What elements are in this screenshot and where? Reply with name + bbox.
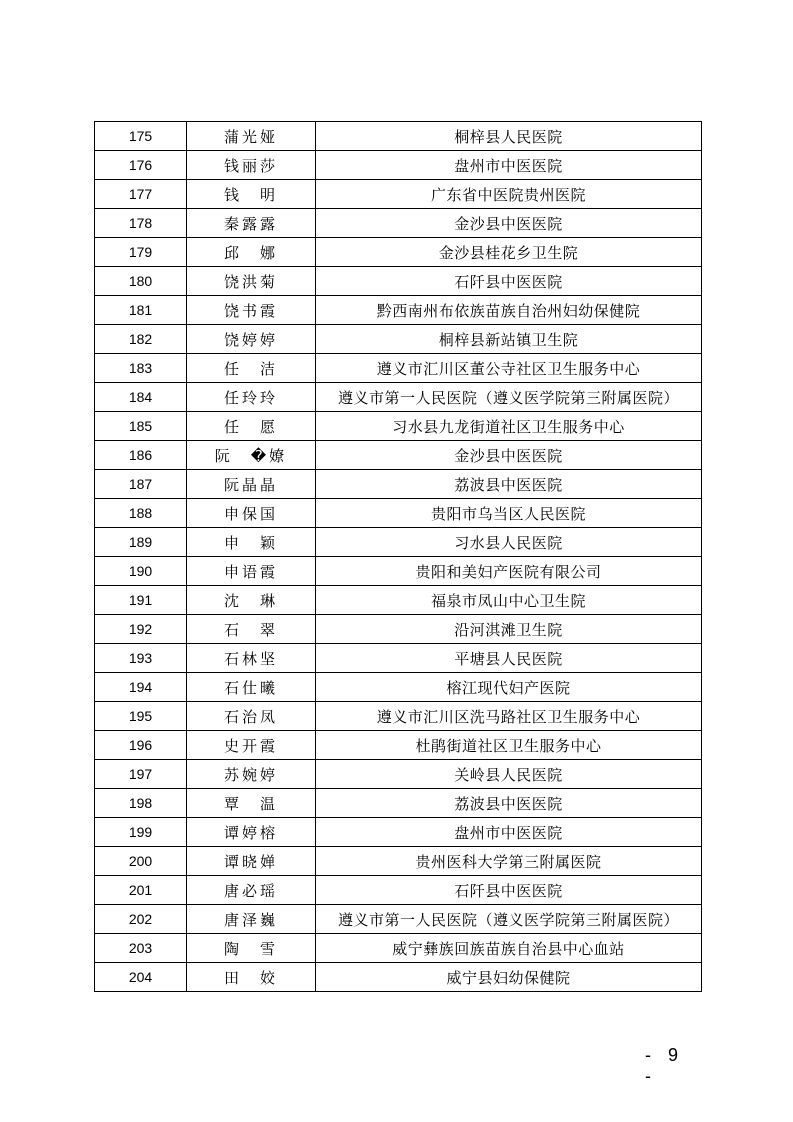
organization-name: 榕江现代妇产医院 [316, 673, 702, 702]
person-name: 谭晓婵 [187, 847, 316, 876]
person-name: 申保国 [187, 499, 316, 528]
organization-name: 金沙县中医医院 [316, 209, 702, 238]
person-name: 石仕曦 [187, 673, 316, 702]
person-name: 阮晶晶 [187, 470, 316, 499]
organization-name: 贵阳市乌当区人民医院 [316, 499, 702, 528]
person-name: 陶 雪 [187, 934, 316, 963]
row-number: 177 [95, 180, 187, 209]
row-number: 175 [95, 122, 187, 151]
table-row [95, 876, 702, 905]
person-name: 唐必瑶 [187, 876, 316, 905]
organization-name: 贵阳和美妇产医院有限公司 [316, 557, 702, 586]
row-number: 199 [95, 818, 187, 847]
organization-name: 威宁彝族回族苗族自治县中心血站 [316, 934, 702, 963]
table-row [95, 383, 702, 412]
table-row [95, 905, 702, 934]
table-row [95, 673, 702, 702]
row-number: 189 [95, 528, 187, 557]
organization-name: 沿河淇滩卫生院 [316, 615, 702, 644]
roster-table-body [95, 122, 702, 992]
table-row [95, 934, 702, 963]
row-number: 180 [95, 267, 187, 296]
person-name: 任玲玲 [187, 383, 316, 412]
person-name: 石治凤 [187, 702, 316, 731]
table-row [95, 122, 702, 151]
person-name: 申语霞 [187, 557, 316, 586]
table-row [95, 847, 702, 876]
person-name: 阮 �嫽 [187, 441, 316, 470]
row-number: 186 [95, 441, 187, 470]
person-name: 唐泽巍 [187, 905, 316, 934]
organization-name: 威宁县妇幼保健院 [316, 963, 702, 992]
person-name: 饶洪菊 [187, 267, 316, 296]
person-name: 饶婷婷 [187, 325, 316, 354]
organization-name: 关岭县人民医院 [316, 760, 702, 789]
row-number: 195 [95, 702, 187, 731]
table-row [95, 180, 702, 209]
row-number: 188 [95, 499, 187, 528]
row-number: 179 [95, 238, 187, 267]
table-row [95, 499, 702, 528]
row-number: 178 [95, 209, 187, 238]
organization-name: 石阡县中医医院 [316, 267, 702, 296]
table-row [95, 151, 702, 180]
table-row [95, 586, 702, 615]
row-number: 201 [95, 876, 187, 905]
table-row [95, 267, 702, 296]
person-name: 蒲光娅 [187, 122, 316, 151]
person-name: 田 姣 [187, 963, 316, 992]
organization-name: 金沙县中医医院 [316, 441, 702, 470]
table-row [95, 557, 702, 586]
organization-name: 石阡县中医医院 [316, 876, 702, 905]
person-name: 邱 娜 [187, 238, 316, 267]
person-name: 谭婷榕 [187, 818, 316, 847]
row-number: 183 [95, 354, 187, 383]
row-number: 194 [95, 673, 187, 702]
organization-name: 习水县人民医院 [316, 528, 702, 557]
organization-name: 遵义市汇川区洗马路社区卫生服务中心 [316, 702, 702, 731]
table-row [95, 963, 702, 992]
person-name: 沈 琳 [187, 586, 316, 615]
organization-name: 平塘县人民医院 [316, 644, 702, 673]
row-number: 196 [95, 731, 187, 760]
roster-table [94, 121, 702, 992]
organization-name: 习水县九龙街道社区卫生服务中心 [316, 412, 702, 441]
organization-name: 桐梓县人民医院 [316, 122, 702, 151]
row-number: 181 [95, 296, 187, 325]
organization-name: 黔西南州布依族苗族自治州妇幼保健院 [316, 296, 702, 325]
person-name: 饶书霞 [187, 296, 316, 325]
row-number: 190 [95, 557, 187, 586]
table-row [95, 354, 702, 383]
organization-name: 盘州市中医医院 [316, 818, 702, 847]
row-number: 198 [95, 789, 187, 818]
person-name: 石 翠 [187, 615, 316, 644]
table-row [95, 644, 702, 673]
organization-name: 广东省中医院贵州医院 [316, 180, 702, 209]
table-row [95, 238, 702, 267]
row-number: 203 [95, 934, 187, 963]
row-number: 200 [95, 847, 187, 876]
person-name: 钱丽莎 [187, 151, 316, 180]
organization-name: 荔波县中医医院 [316, 470, 702, 499]
organization-name: 荔波县中医医院 [316, 789, 702, 818]
organization-name: 福泉市凤山中心卫生院 [316, 586, 702, 615]
person-name: 秦露露 [187, 209, 316, 238]
person-name: 苏婉婷 [187, 760, 316, 789]
table-row [95, 760, 702, 789]
table-row [95, 441, 702, 470]
person-name: 史开霞 [187, 731, 316, 760]
row-number: 202 [95, 905, 187, 934]
row-number: 187 [95, 470, 187, 499]
row-number: 184 [95, 383, 187, 412]
organization-name: 遵义市第一人民医院（遵义医学院第三附属医院） [316, 383, 702, 412]
organization-name: 遵义市汇川区董公寺社区卫生服务中心 [316, 354, 702, 383]
row-number: 182 [95, 325, 187, 354]
person-name: 申 颖 [187, 528, 316, 557]
table-row [95, 209, 702, 238]
person-name: 钱 明 [187, 180, 316, 209]
organization-name: 杜鹃街道社区卫生服务中心 [316, 731, 702, 760]
row-number: 185 [95, 412, 187, 441]
organization-name: 遵义市第一人民医院（遵义医学院第三附属医院） [316, 905, 702, 934]
table-row [95, 296, 702, 325]
table-row [95, 615, 702, 644]
row-number: 191 [95, 586, 187, 615]
organization-name: 金沙县桂花乡卫生院 [316, 238, 702, 267]
organization-name: 盘州市中医医院 [316, 151, 702, 180]
row-number: 197 [95, 760, 187, 789]
table-row [95, 731, 702, 760]
page-number: - 9 - [645, 1045, 685, 1086]
table-row [95, 470, 702, 499]
table-row [95, 789, 702, 818]
table-row [95, 412, 702, 441]
organization-name: 贵州医科大学第三附属医院 [316, 847, 702, 876]
table-row [95, 325, 702, 354]
table-row [95, 528, 702, 557]
person-name: 任 洁 [187, 354, 316, 383]
person-name: 覃 温 [187, 789, 316, 818]
person-name: 任 愿 [187, 412, 316, 441]
table-row [95, 818, 702, 847]
person-name: 石林坚 [187, 644, 316, 673]
row-number: 176 [95, 151, 187, 180]
row-number: 204 [95, 963, 187, 992]
row-number: 192 [95, 615, 187, 644]
row-number: 193 [95, 644, 187, 673]
table-row [95, 702, 702, 731]
organization-name: 桐梓县新站镇卫生院 [316, 325, 702, 354]
